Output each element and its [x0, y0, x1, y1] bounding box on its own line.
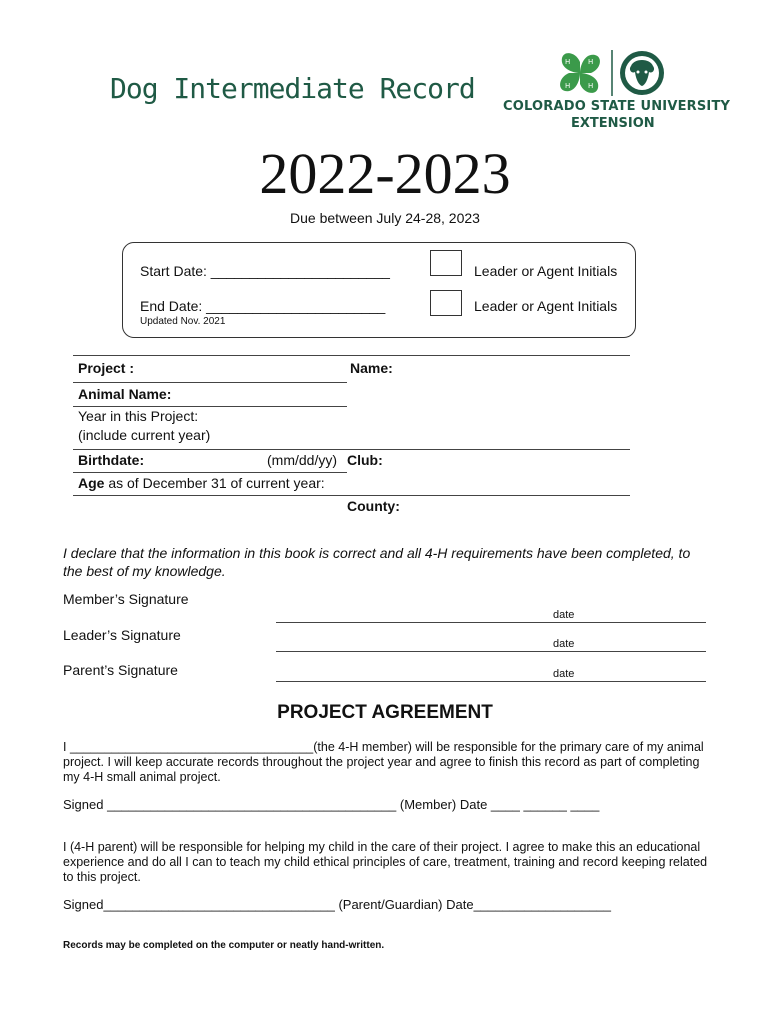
member-signed-line[interactable]: Signed ________________________________________ (Member) Date ____ ______ ____ — [63, 797, 600, 812]
age-label-bold: Age — [78, 475, 105, 491]
club-label: Club: — [347, 452, 383, 468]
initials-box-end[interactable] — [430, 290, 462, 316]
year-in-project-hint: (include current year) — [78, 427, 211, 443]
parent-signature-line[interactable] — [276, 681, 706, 682]
rule-top — [73, 355, 630, 356]
logo-group — [552, 48, 670, 100]
svg-text:H: H — [565, 58, 571, 66]
member-signature-line[interactable] — [276, 622, 706, 623]
footer-note: Records may be completed on the computer or neatly hand-written. — [63, 940, 385, 951]
declaration-text: I declare that the information in this book is correct and all 4-H requirements have been completed, to the best of my knowledge. — [63, 545, 691, 579]
member-date-label: date — [553, 609, 575, 621]
rule-animal — [73, 406, 347, 407]
date-format-hint: (mm/dd/yy) — [267, 452, 337, 468]
rule-project — [73, 382, 347, 383]
initials-label-start: Leader or Agent Initials — [474, 263, 618, 279]
leader-signature-line[interactable] — [276, 651, 706, 652]
document-title: Dog Intermediate Record — [110, 72, 475, 105]
rule-birthdate — [73, 472, 347, 473]
due-date: Due between July 24-28, 2023 — [290, 210, 480, 226]
csu-ram-seal-icon — [620, 51, 664, 95]
svg-text:H: H — [588, 82, 594, 90]
4h-clover-icon — [560, 53, 600, 93]
leader-signature-label: Leader’s Signature — [63, 627, 181, 643]
org-name: COLORADO STATE UNIVERSITY — [503, 99, 731, 114]
age-label-rest: as of December 31 of current year: — [104, 475, 325, 491]
parent-agreement-text: I (4-H parent) will be responsible for helping my child in the care of their project. I agree to make this an educational experience and do all I can to teach my child ethical principles of care, treatment, training and record keeping related to this project. — [63, 840, 708, 884]
member-signature-label: Member’s Signature — [63, 591, 189, 607]
project-label: Project : — [78, 360, 135, 376]
rule-year — [73, 449, 630, 450]
leader-date-label: date — [553, 638, 575, 650]
end-date-field[interactable]: End Date: _______________________ — [140, 298, 386, 314]
county-label: County: — [347, 498, 400, 514]
org-subname: EXTENSION — [571, 116, 655, 131]
rule-age — [73, 495, 630, 496]
record-year: 2022-2023 — [259, 141, 511, 206]
age-label — [78, 475, 325, 491]
birthdate-label: Birthdate: — [78, 452, 145, 468]
updated-note: Updated Nov. 2021 — [140, 316, 226, 327]
member-agreement-text: I ___________________________________(the 4-H member) will be responsible for the primary care of my animal project. I will keep accurate records throughout the project year and agree to finish this record as part of completing my 4-H small animal project. — [63, 740, 704, 784]
initials-label-end: Leader or Agent Initials — [474, 298, 618, 314]
animal-name-label: Animal Name: — [78, 386, 172, 402]
year-in-project-label: Year in this Project: — [78, 408, 199, 424]
parent-date-label: date — [553, 668, 575, 680]
name-label: Name: — [350, 360, 393, 376]
svg-text:H: H — [588, 58, 594, 66]
parent-signature-label: Parent’s Signature — [63, 662, 178, 678]
start-date-field[interactable]: Start Date: _______________________ — [140, 263, 390, 279]
agreement-title: PROJECT AGREEMENT — [277, 702, 493, 723]
svg-text:H: H — [565, 82, 571, 90]
parent-signed-line[interactable]: Signed________________________________ (Parent/Guardian) Date___________________ — [63, 897, 611, 912]
initials-box-start[interactable] — [430, 250, 462, 276]
